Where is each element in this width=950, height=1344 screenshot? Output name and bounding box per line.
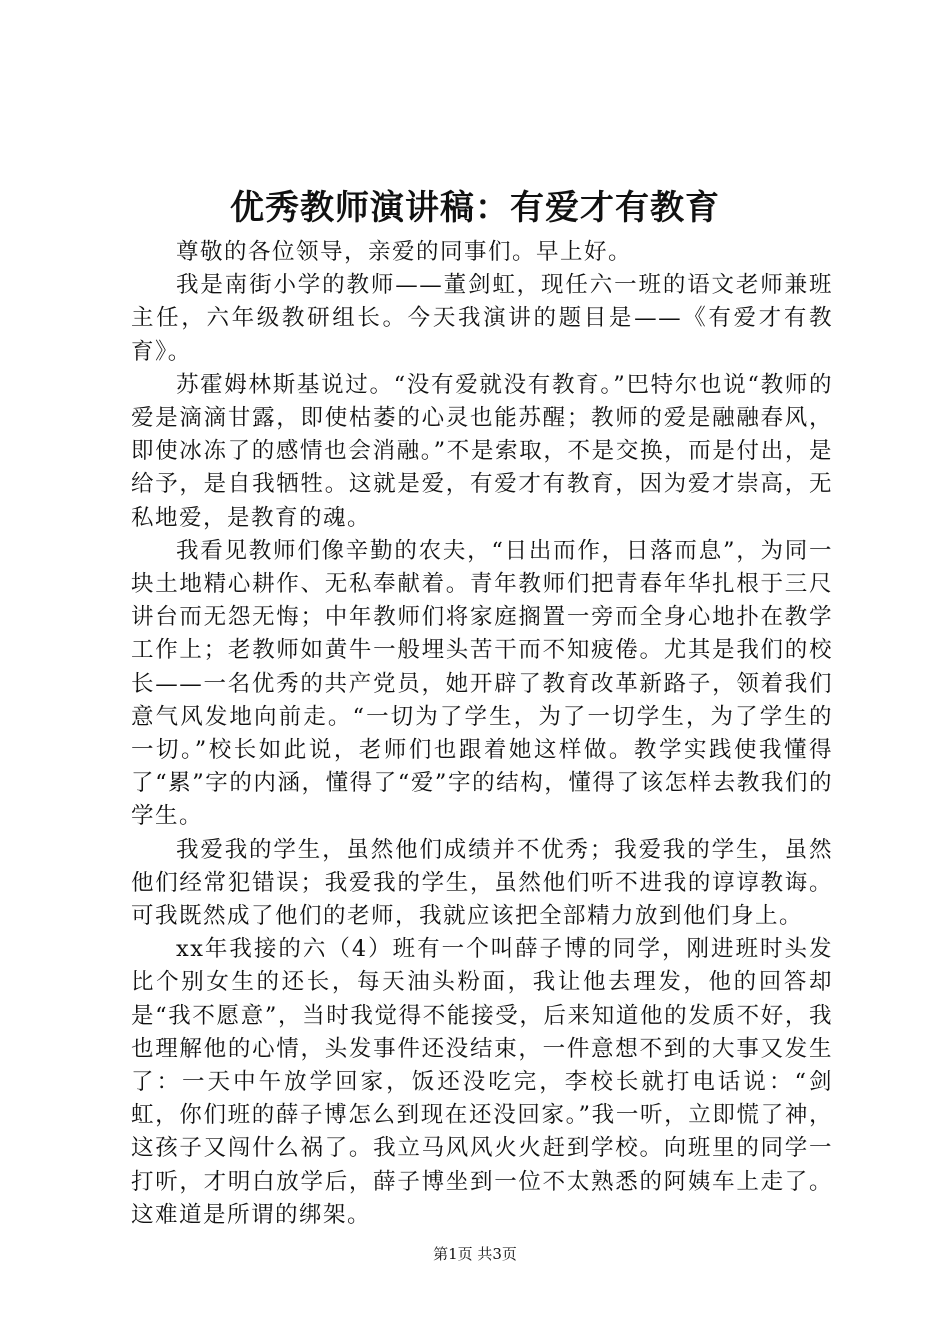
page-number: 第1页 共3页 <box>433 1245 517 1263</box>
document-body <box>131 236 833 1232</box>
paragraph-introduction: 我是南街小学的教师——董剑虹，现任六一班的语文老师兼班主任，六年级教研组长。今天我演讲的题目是——《有爱才有教育》。 <box>131 272 833 365</box>
paragraph-greeting: 尊敬的各位领导，亲爱的同事们。早上好。 <box>176 239 633 265</box>
paragraph-students: 我爱我的学生，虽然他们成绩并不优秀；我爱我的学生，虽然他们经常犯错误；我爱我的学生，虽然他们听不进我的谆谆教诲。可我既然成了他们的老师，我就应该把全部精力放到他们身上。 <box>131 836 833 930</box>
paragraph-story: xx年我接的六（4）班有一个叫薛子博的同学，刚进班时头发比个别女生的还长，每天油头粉面，我让他去理发，他的回答却是“我不愿意”，当时我觉得不能接受，后来知道他的发质不好，我也理解他的心情，头发事件还没结束，一件意想不到的大事又发生了：一天中午放学回家，饭还没吃完，李校长就打电话说：“剑虹，你们班的薛子博怎么到现在还没回家。”我一听，立即慌了神，这孩子又闯什么祸了。我立马风风火火赶到学校。向班里的同学一打听，才明白放学后，薛子博坐到一位不太熟悉的阿姨车上走了。这难道是所谓的绑架。 <box>131 936 833 1228</box>
paragraph-teachers: 我看见教师们像辛勤的农夫，“日出而作，日落而息”，为同一块土地精心耕作、无私奉献着。青年教师们把青春年华扎根于三尺讲台而无怨无悔；中年教师们将家庭搁置一旁而全身心地扑在教学工作上；老教师如黄牛一般埋头苦干而不知疲倦。尤其是我们的校长——一名优秀的共产党员，她开辟了教育改革新路子，领着我们意气风发地向前走。“一切为了学生，为了一切学生，为了学生的一切。”校长如此说，老师们也跟着她这样做。教学实践使我懂得了“累”字的内涵，懂得了“爱”字的结构，懂得了该怎样去教我们的学生。 <box>131 537 833 830</box>
paragraph-quote: 苏霍姆林斯基说过。“没有爱就没有教育。”巴特尔也说“教师的爱是滴滴甘露，即使枯萎的心灵也能苏醒；教师的爱是融融春风，即使冰冻了的感情也会消融。”不是索取，不是交换，而是付出，是给予，是自我牺牲。这就是爱，有爱才有教育，因为爱才崇高，无私地爱，是教育的魂。 <box>131 371 833 531</box>
document-title: 优秀教师演讲稿：有爱才有教育 <box>230 188 720 228</box>
